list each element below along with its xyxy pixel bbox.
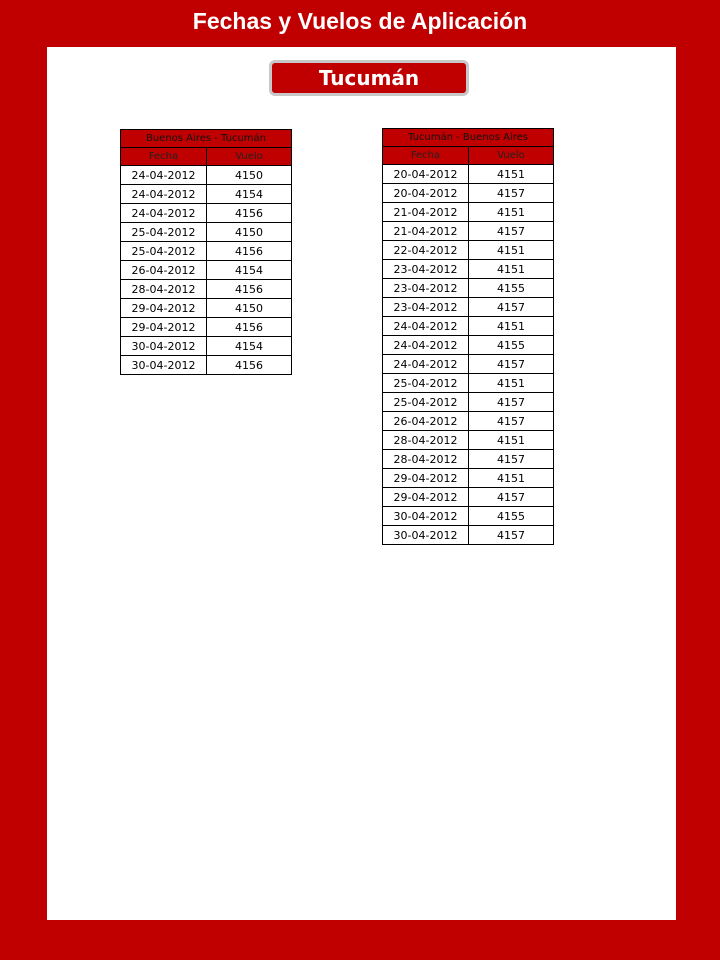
cell-fecha: 23-04-2012 (383, 298, 469, 317)
cell-fecha: 30-04-2012 (121, 356, 207, 375)
cell-vuelo: 4155 (469, 507, 554, 526)
content-panel (47, 47, 676, 920)
cell-fecha: 23-04-2012 (383, 260, 469, 279)
cell-fecha: 24-04-2012 (121, 204, 207, 223)
table-row (383, 393, 554, 412)
table-row (383, 374, 554, 393)
cell-fecha: 20-04-2012 (383, 184, 469, 203)
cell-vuelo: 4151 (469, 165, 554, 184)
cell-vuelo: 4156 (207, 280, 292, 299)
table-row (121, 185, 292, 204)
cell-vuelo: 4151 (469, 203, 554, 222)
flights-table-outbound (120, 129, 292, 375)
cell-vuelo: 4155 (469, 336, 554, 355)
cell-vuelo: 4151 (469, 241, 554, 260)
cell-fecha: 25-04-2012 (121, 223, 207, 242)
page-title: Fechas y Vuelos de Aplicación (192, 8, 528, 34)
cell-vuelo: 4154 (207, 337, 292, 356)
cell-fecha: 28-04-2012 (383, 450, 469, 469)
cell-fecha: 29-04-2012 (121, 318, 207, 337)
table-row (383, 298, 554, 317)
table-row (121, 280, 292, 299)
cell-fecha: 25-04-2012 (383, 374, 469, 393)
cell-vuelo: 4151 (469, 469, 554, 488)
table-row (383, 222, 554, 241)
table-route-title: Buenos Aires - Tucumán (121, 130, 292, 148)
table-row (383, 165, 554, 184)
cell-vuelo: 4157 (469, 222, 554, 241)
cell-vuelo: 4157 (469, 488, 554, 507)
cell-fecha: 24-04-2012 (383, 317, 469, 336)
cell-fecha: 21-04-2012 (383, 222, 469, 241)
cell-fecha: 21-04-2012 (383, 203, 469, 222)
cell-vuelo: 4150 (207, 299, 292, 318)
cell-vuelo: 4154 (207, 261, 292, 280)
table-row (383, 469, 554, 488)
table-row (121, 204, 292, 223)
table-body (383, 165, 554, 545)
cell-fecha: 25-04-2012 (383, 393, 469, 412)
flights-table-return (382, 128, 554, 545)
cell-vuelo: 4157 (469, 298, 554, 317)
cell-vuelo: 4154 (207, 185, 292, 204)
table-row (383, 526, 554, 545)
cell-vuelo: 4157 (469, 184, 554, 203)
cell-vuelo: 4156 (207, 318, 292, 337)
table-row (383, 336, 554, 355)
column-header-vuelo: Vuelo (207, 148, 292, 166)
cell-vuelo: 4157 (469, 412, 554, 431)
cell-fecha: 26-04-2012 (121, 261, 207, 280)
cell-vuelo: 4156 (207, 242, 292, 261)
table-row (383, 412, 554, 431)
table-row (121, 242, 292, 261)
cell-fecha: 30-04-2012 (121, 337, 207, 356)
cell-fecha: 29-04-2012 (383, 488, 469, 507)
cell-vuelo: 4151 (469, 260, 554, 279)
cell-vuelo: 4151 (469, 431, 554, 450)
table-row (383, 279, 554, 298)
column-header-vuelo: Vuelo (469, 147, 554, 165)
cell-vuelo: 4151 (469, 374, 554, 393)
cell-vuelo: 4150 (207, 223, 292, 242)
cell-fecha: 22-04-2012 (383, 241, 469, 260)
table-row (383, 184, 554, 203)
cell-fecha: 24-04-2012 (383, 355, 469, 374)
cell-fecha: 28-04-2012 (383, 431, 469, 450)
table-row (383, 203, 554, 222)
cell-fecha: 23-04-2012 (383, 279, 469, 298)
cell-fecha: 29-04-2012 (383, 469, 469, 488)
table-row (121, 337, 292, 356)
cell-fecha: 29-04-2012 (121, 299, 207, 318)
table-row (121, 223, 292, 242)
table-route-title: Tucumán - Buenos Aires (383, 129, 554, 147)
table-body (121, 166, 292, 375)
table-row (383, 260, 554, 279)
cell-vuelo: 4157 (469, 393, 554, 412)
table-row (383, 317, 554, 336)
cell-fecha: 30-04-2012 (383, 507, 469, 526)
table-row (121, 299, 292, 318)
cell-fecha: 26-04-2012 (383, 412, 469, 431)
city-badge: Tucumán (269, 60, 469, 96)
cell-fecha: 25-04-2012 (121, 242, 207, 261)
cell-fecha: 20-04-2012 (383, 165, 469, 184)
cell-vuelo: 4157 (469, 450, 554, 469)
table-row (121, 261, 292, 280)
cell-vuelo: 4150 (207, 166, 292, 185)
table-row (383, 488, 554, 507)
cell-fecha: 30-04-2012 (383, 526, 469, 545)
table-row (121, 318, 292, 337)
table-row (383, 241, 554, 260)
cell-vuelo: 4155 (469, 279, 554, 298)
table-row (121, 166, 292, 185)
table-row (121, 356, 292, 375)
cell-vuelo: 4156 (207, 356, 292, 375)
cell-vuelo: 4151 (469, 317, 554, 336)
cell-fecha: 24-04-2012 (121, 185, 207, 204)
table-row (383, 450, 554, 469)
cell-fecha: 28-04-2012 (121, 280, 207, 299)
cell-vuelo: 4157 (469, 355, 554, 374)
table-row (383, 507, 554, 526)
column-header-fecha: Fecha (121, 148, 207, 166)
cell-fecha: 24-04-2012 (121, 166, 207, 185)
table-row (383, 355, 554, 374)
column-header-fecha: Fecha (383, 147, 469, 165)
table-row (383, 431, 554, 450)
cell-fecha: 24-04-2012 (383, 336, 469, 355)
cell-vuelo: 4157 (469, 526, 554, 545)
cell-vuelo: 4156 (207, 204, 292, 223)
